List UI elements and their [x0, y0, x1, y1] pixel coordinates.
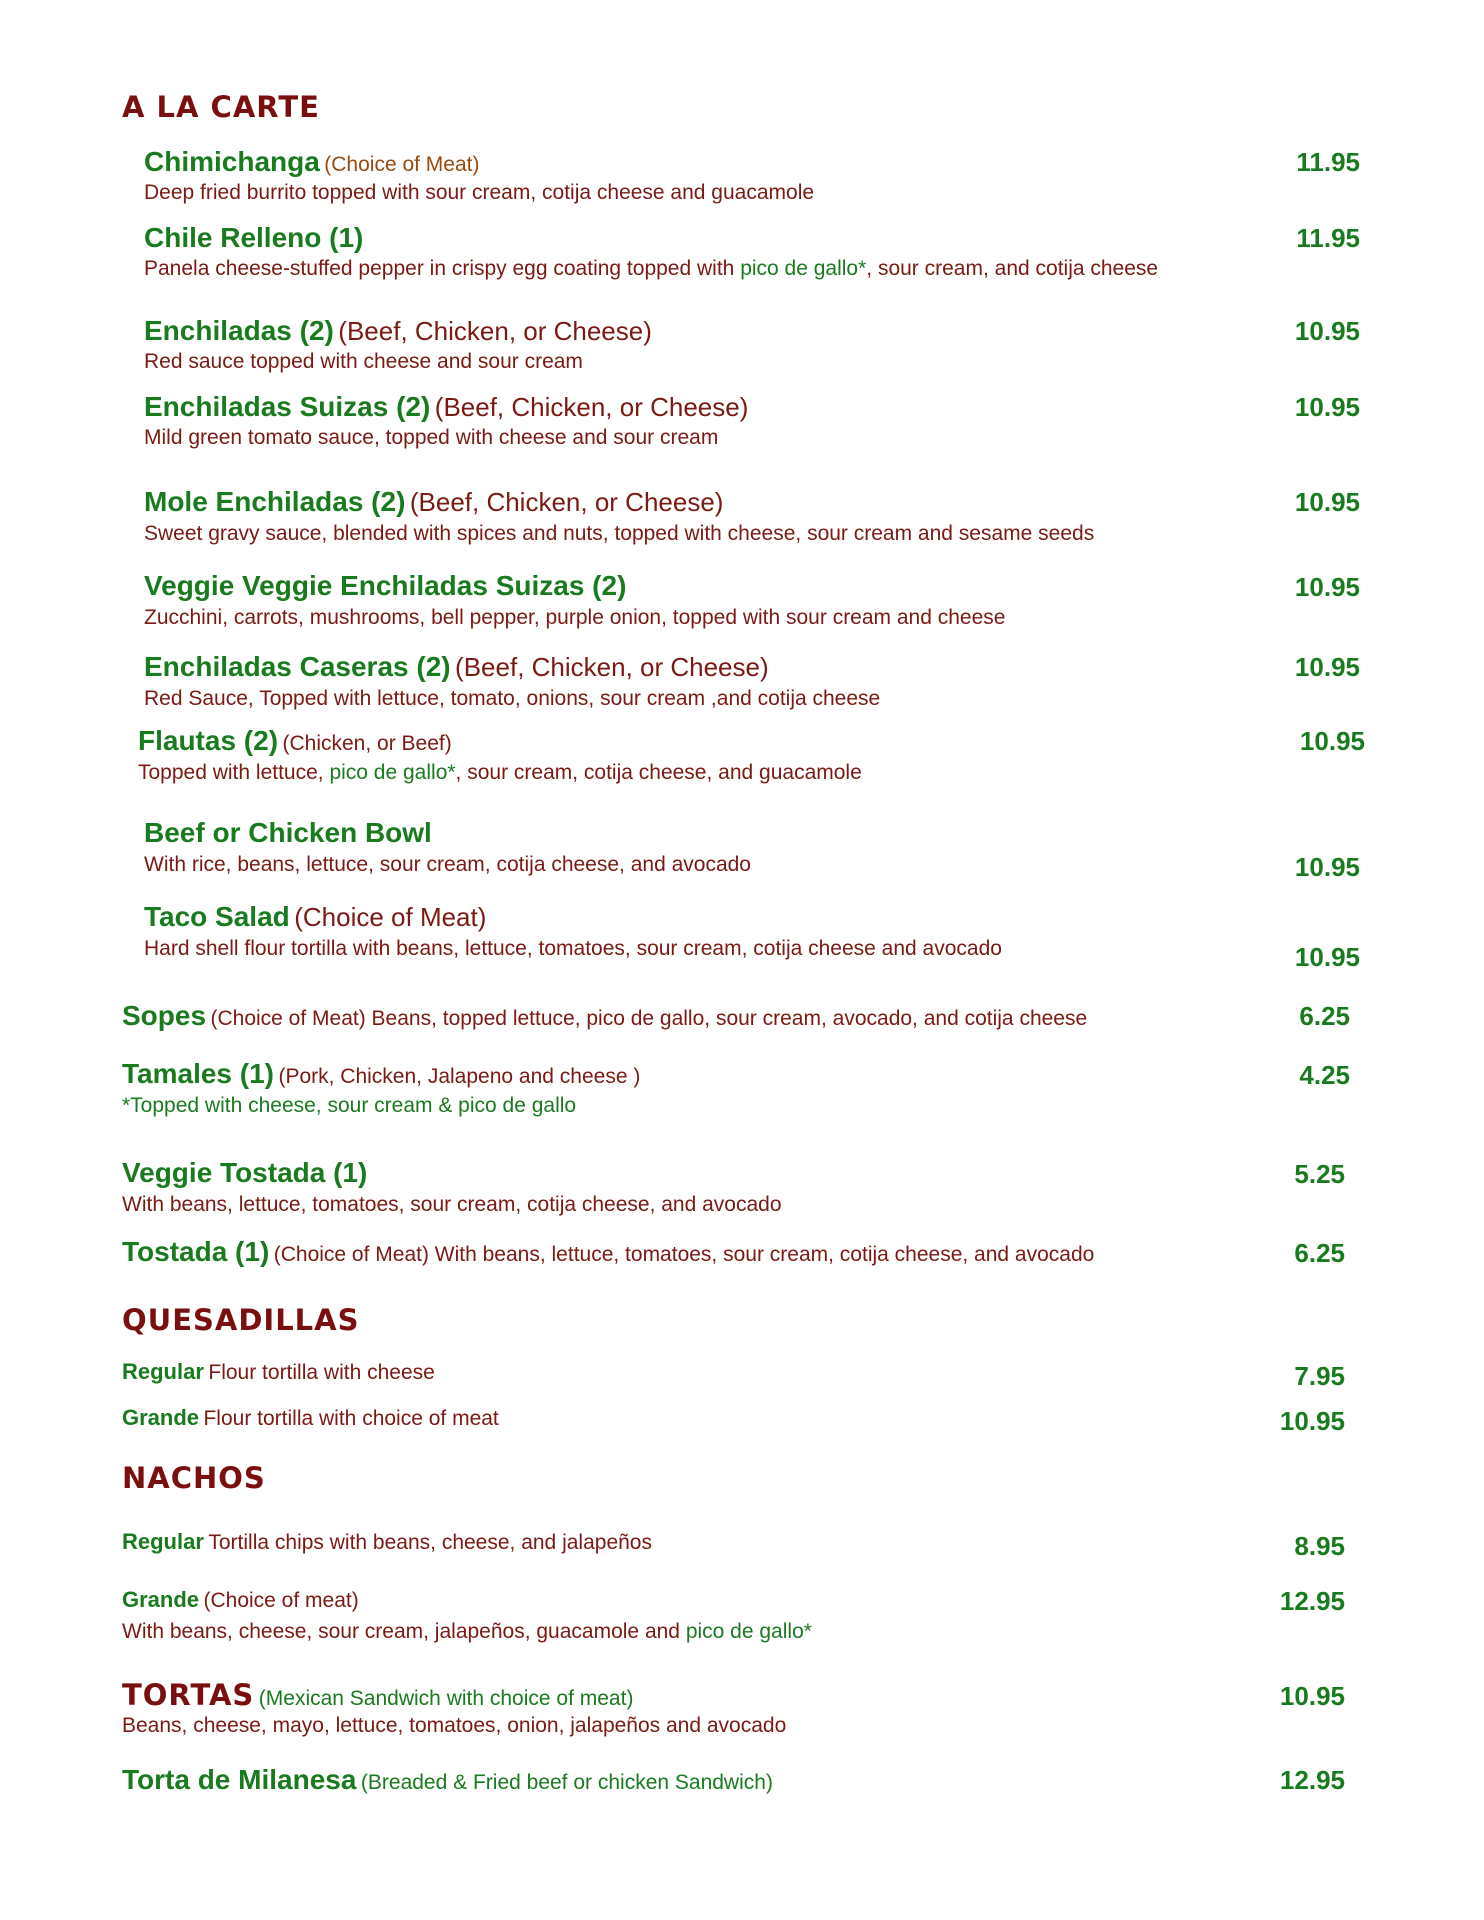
item-name: Chimichanga — [144, 146, 320, 177]
menu-item-nachos-regular — [122, 1529, 652, 1555]
menu-item-quesadilla-grande — [122, 1405, 499, 1431]
item-option: (Choice of Meat) Beans, topped lettuce, pico de gallo, sour cream, avocado, and cotija cheese — [210, 1007, 1088, 1030]
item-description: Hard shell flour tortilla with beans, lettuce, tomatoes, sour cream, cotija cheese and avocado — [144, 937, 1002, 960]
item-price: 12.95 — [1279, 1586, 1345, 1616]
item-price: 10.95 — [1294, 392, 1360, 422]
item-option: (Pork, Chicken, Jalapeno and cheese ) — [278, 1065, 641, 1088]
item-description: Mild green tomato sauce, topped with cheese and sour cream — [144, 426, 719, 449]
section-title-quesadillas: QUESADILLAS — [122, 1303, 360, 1337]
item-price: 10.95 — [1299, 726, 1365, 756]
menu-item-quesadilla-regular — [122, 1359, 435, 1385]
item-price: 11.95 — [1296, 223, 1360, 253]
item-price: 10.95 — [1294, 942, 1360, 972]
menu-item-tamales — [122, 1058, 640, 1090]
item-price: 10.95 — [1279, 1681, 1345, 1711]
item-option: (Beef, Chicken, or Cheese) — [434, 392, 749, 422]
item-description: With beans, cheese, sour cream, jalapeños, guacamole and pico de gallo* — [122, 1620, 812, 1643]
item-description: Flour tortilla with cheese — [208, 1361, 435, 1384]
item-option: (Choice of Meat) — [324, 153, 480, 176]
item-name: Tostada (1) — [122, 1236, 270, 1267]
item-description: Beans, cheese, mayo, lettuce, tomatoes, onion, jalapeños and avocado — [122, 1714, 787, 1737]
menu-item-flautas — [138, 725, 452, 757]
item-description: Red Sauce, Topped with lettuce, tomato, onions, sour cream ,and cotija cheese — [144, 687, 881, 710]
menu-item-tostada — [122, 1236, 1094, 1268]
item-description: Flour tortilla with choice of meat — [203, 1407, 499, 1430]
item-option: (Choice of Meat) — [294, 902, 487, 932]
item-name: Taco Salad — [144, 901, 290, 932]
section-title-a-la-carte: A LA CARTE — [122, 90, 320, 124]
item-option: (Breaded & Fried beef or chicken Sandwich) — [360, 1771, 773, 1794]
item-price: 11.95 — [1296, 147, 1360, 177]
menu-item-beef-or-chicken-bowl: Beef or Chicken Bowl — [144, 817, 432, 848]
menu-item-torta-de-milanesa — [122, 1764, 773, 1796]
item-description: With beans, lettuce, tomatoes, sour cream, cotija cheese, and avocado — [122, 1193, 782, 1216]
item-price: 10.95 — [1294, 572, 1360, 602]
menu-item-taco-salad — [144, 901, 486, 933]
menu-item-veggie-tostada: Veggie Tostada (1) — [122, 1157, 368, 1188]
item-name: Regular — [122, 1529, 204, 1554]
item-description: Red sauce topped with cheese and sour cream — [144, 350, 583, 373]
item-description: With rice, beans, lettuce, sour cream, cotija cheese, and avocado — [144, 853, 751, 876]
item-description: *Topped with cheese, sour cream & pico de gallo — [122, 1094, 577, 1117]
item-name: Grande — [122, 1587, 200, 1612]
item-name: Tamales (1) — [122, 1058, 274, 1089]
item-price: 10.95 — [1279, 1406, 1345, 1436]
item-name: Enchiladas Suizas (2) — [144, 391, 431, 422]
item-description: Zucchini, carrots, mushrooms, bell pepper, purple onion, topped with sour cream and cheese — [144, 606, 1006, 629]
item-price: 10.95 — [1294, 316, 1360, 346]
item-price: 4.25 — [1299, 1060, 1350, 1090]
item-price: 8.95 — [1294, 1531, 1345, 1561]
item-name: Sopes — [122, 1000, 207, 1031]
item-option: (Beef, Chicken, or Cheese) — [455, 652, 769, 682]
menu-item-enchiladas — [144, 315, 652, 347]
item-description: Panela cheese-stuffed pepper in crispy egg coating topped with pico de gallo*, sour cream, and cotija cheese — [144, 257, 1159, 280]
item-name: Regular — [122, 1359, 204, 1384]
menu-item-nachos-grande — [122, 1587, 359, 1613]
item-option: (Mexican Sandwich with choice of meat) — [258, 1687, 634, 1710]
item-description: Deep fried burrito topped with sour cream, cotija cheese and guacamole — [144, 181, 815, 204]
item-price: 12.95 — [1279, 1765, 1345, 1795]
menu-item-enchiladas-caseras — [144, 651, 769, 683]
menu-item-veggie-enchiladas: Veggie Veggie Enchiladas Suizas (2) — [144, 570, 627, 601]
menu-item-mole-enchiladas — [144, 486, 723, 518]
item-option: (Chicken, or Beef) — [282, 732, 452, 755]
item-name: Mole Enchiladas (2) — [144, 486, 406, 517]
item-name: Flautas (2) — [138, 725, 279, 756]
item-price: 10.95 — [1294, 487, 1360, 517]
item-name: Enchiladas (2) — [144, 315, 334, 346]
item-price: 5.25 — [1294, 1159, 1345, 1189]
item-price: 10.95 — [1294, 652, 1360, 682]
item-price: 7.95 — [1294, 1361, 1345, 1391]
item-description: Tortilla chips with beans, cheese, and jalapeños — [208, 1531, 652, 1554]
section-title-nachos: NACHOS — [122, 1461, 266, 1495]
item-name: Enchiladas Caseras (2) — [144, 651, 451, 682]
item-option: (Choice of meat) — [203, 1589, 359, 1612]
item-description: Sweet gravy sauce, blended with spices and nuts, topped with cheese, sour cream and sesame seeds — [144, 522, 1095, 545]
menu-item-enchiladas-suizas — [144, 391, 748, 423]
item-description: Topped with lettuce, pico de gallo*, sour cream, cotija cheese, and guacamole — [138, 761, 862, 784]
item-name: Grande — [122, 1405, 200, 1430]
menu-item-chimichanga — [144, 146, 480, 178]
item-price: 6.25 — [1299, 1001, 1350, 1031]
item-option: (Beef, Chicken, or Cheese) — [409, 487, 724, 517]
menu-item-chile-relleno: Chile Relleno (1) — [144, 222, 364, 253]
section-title-tortas: TORTAS — [122, 1678, 255, 1712]
item-name: Torta de Milanesa — [122, 1764, 357, 1795]
item-option: (Beef, Chicken, or Cheese) — [338, 316, 652, 346]
item-price: 10.95 — [1294, 852, 1360, 882]
menu-item-sopes — [122, 1000, 1087, 1032]
item-price: 6.25 — [1294, 1238, 1345, 1268]
item-option: (Choice of Meat) With beans, lettuce, tomatoes, sour cream, cotija cheese, and avocado — [273, 1243, 1095, 1266]
menu-item-tortas — [122, 1678, 633, 1712]
